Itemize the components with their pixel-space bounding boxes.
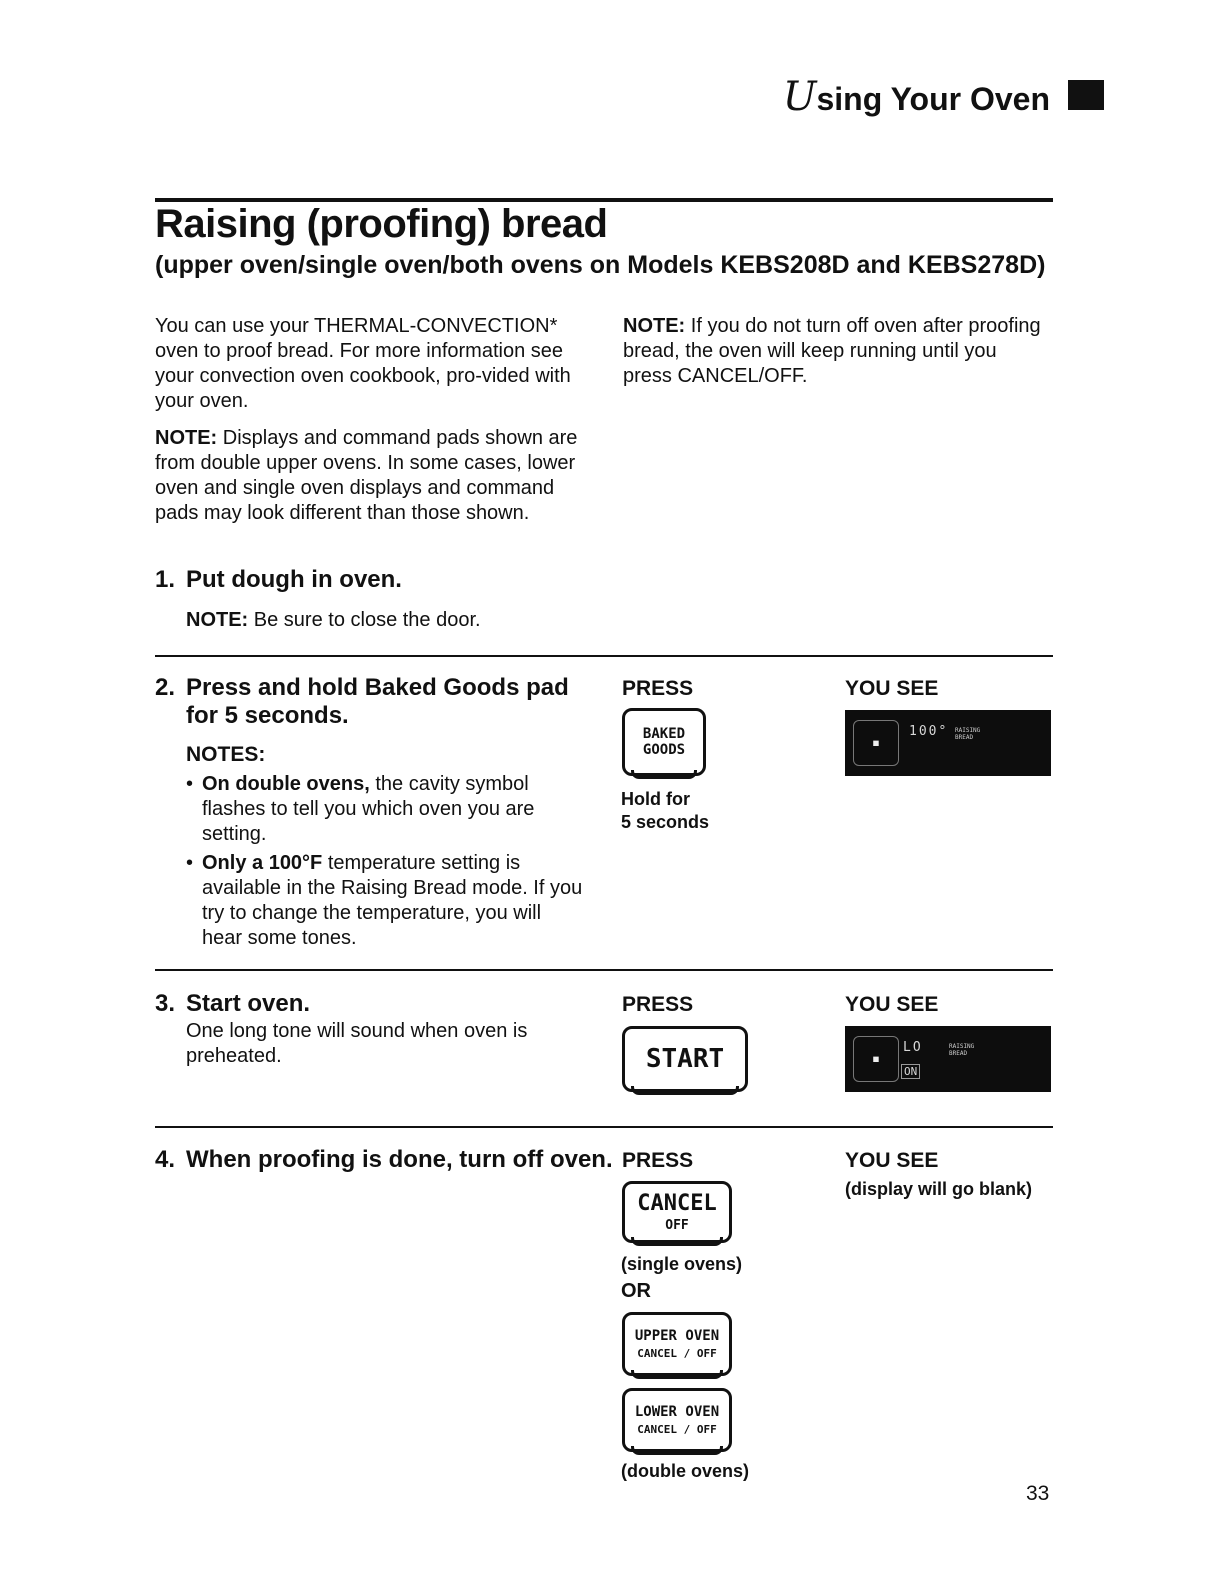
step-number: 4.	[155, 1146, 176, 1173]
start-button[interactable]	[622, 1026, 748, 1092]
or-label: OR	[621, 1280, 651, 1302]
pad-line-2: GOODS	[642, 742, 686, 758]
step-2-notes	[186, 772, 586, 955]
mode-line: RAISING	[949, 1043, 975, 1050]
mode-line: BREAD	[955, 734, 974, 741]
header-title-text: sing Your Oven	[816, 81, 1050, 117]
step-1-heading	[155, 566, 626, 594]
pad-line-1: UPPER OVEN	[634, 1328, 720, 1344]
note-label: NOTE:	[155, 427, 218, 449]
mode-label	[949, 1043, 974, 1057]
note-label: NOTE:	[186, 609, 249, 631]
section-tab-icon	[1068, 80, 1104, 110]
press-label: PRESS	[622, 1149, 694, 1172]
pad-line-2: CANCEL / OFF	[637, 1347, 717, 1360]
upper-oven-cancel-button[interactable]	[622, 1312, 732, 1376]
oven-display	[845, 1026, 1051, 1092]
press-label: PRESS	[622, 677, 694, 700]
press-caption	[621, 788, 709, 834]
note-text: Be sure to close the door.	[253, 609, 481, 631]
you-see-label: YOU SEE	[845, 993, 939, 1016]
pad-line-1: CANCEL	[637, 1190, 717, 1216]
bullet-text: the cavity symbol flashes to tell you which oven you are setting.	[202, 773, 535, 845]
baked-goods-button[interactable]	[622, 708, 706, 776]
mode-line: BREAD	[949, 1050, 968, 1057]
mode-label	[955, 727, 980, 741]
temperature-readout: 100°	[909, 724, 949, 739]
notes-heading: NOTES:	[186, 743, 266, 766]
step-title: Start oven.	[186, 990, 311, 1017]
step-number: 1.	[155, 566, 176, 593]
page-title: Raising (proofing) bread	[155, 202, 608, 246]
double-ovens-caption: (double ovens)	[621, 1461, 750, 1481]
single-ovens-caption: (single ovens)	[621, 1254, 743, 1274]
note-text: Displays and command pads shown are from double upper ovens. In some cases, lower oven and single oven displays and command pads may look different than those shown.	[155, 427, 578, 524]
caption-line: Hold for	[621, 789, 690, 809]
you-see-label: YOU SEE	[845, 1149, 939, 1172]
note-label: NOTE:	[623, 315, 686, 337]
pad-line-2: CANCEL / OFF	[637, 1423, 717, 1436]
step-number: 3.	[155, 990, 176, 1017]
cavity-icon: ▪	[853, 1036, 899, 1082]
oven-display	[845, 710, 1051, 776]
step-divider	[155, 969, 1053, 971]
pad-line-1: BAKED	[642, 726, 686, 742]
step-title: Put dough in oven.	[186, 566, 402, 593]
step-divider	[155, 655, 1053, 657]
on-indicator: ON	[901, 1064, 920, 1079]
cancel-off-button[interactable]	[622, 1181, 732, 1243]
caption-line: 5 seconds	[621, 812, 710, 832]
header-script-letter: U	[782, 74, 817, 120]
display-blank-caption: (display will go blank)	[845, 1179, 1033, 1199]
page-number: 33	[1026, 1482, 1050, 1505]
press-label: PRESS	[622, 993, 694, 1016]
bullet-text: temperature setting is available in the Raising Bread mode. If you try to change the temperature, you will hear some tones.	[202, 852, 583, 949]
running-header	[783, 74, 1050, 120]
pad-line-1: LOWER OVEN	[634, 1404, 720, 1420]
step-title: Press and hold Baked Goods pad for 5 seconds.	[186, 674, 569, 729]
bullet-bold: On double ovens,	[202, 773, 370, 795]
temperature-readout: LO	[903, 1040, 923, 1055]
list-item	[186, 772, 586, 847]
lower-oven-cancel-button[interactable]	[622, 1388, 732, 1452]
cavity-icon: ▪	[853, 720, 899, 766]
right-note	[623, 314, 1043, 389]
note-text: If you do not turn off oven after proofing bread, the oven will keep running until you press CANCEL/OFF.	[623, 315, 1041, 387]
intro-note	[155, 426, 585, 526]
step-2-heading	[155, 674, 606, 730]
you-see-label: YOU SEE	[845, 677, 939, 700]
step-title: When proofing is done, turn off oven.	[186, 1146, 613, 1173]
step-divider	[155, 1126, 1053, 1128]
step-3-heading	[155, 990, 606, 1018]
intro-paragraph: You can use your THERMAL-CONVECTION* oven to proof bread. For more information see your convection oven cookbook, pro-vided with your oven.	[155, 315, 571, 412]
list-item	[186, 851, 586, 951]
step-number: 2.	[155, 674, 176, 701]
pad-line-2: OFF	[665, 1217, 689, 1233]
mode-line: RAISING	[955, 727, 981, 734]
step-3-text: One long tone will sound when oven is preheated.	[186, 1020, 528, 1067]
step-4-heading	[155, 1146, 616, 1174]
page-subtitle: (upper oven/single oven/both ovens on Models KEBS208D and KEBS278D)	[155, 251, 1046, 279]
step-1-note	[186, 608, 606, 633]
pad-line-1: START	[645, 1044, 725, 1074]
bullet-bold: Only a 100°F	[202, 852, 323, 874]
